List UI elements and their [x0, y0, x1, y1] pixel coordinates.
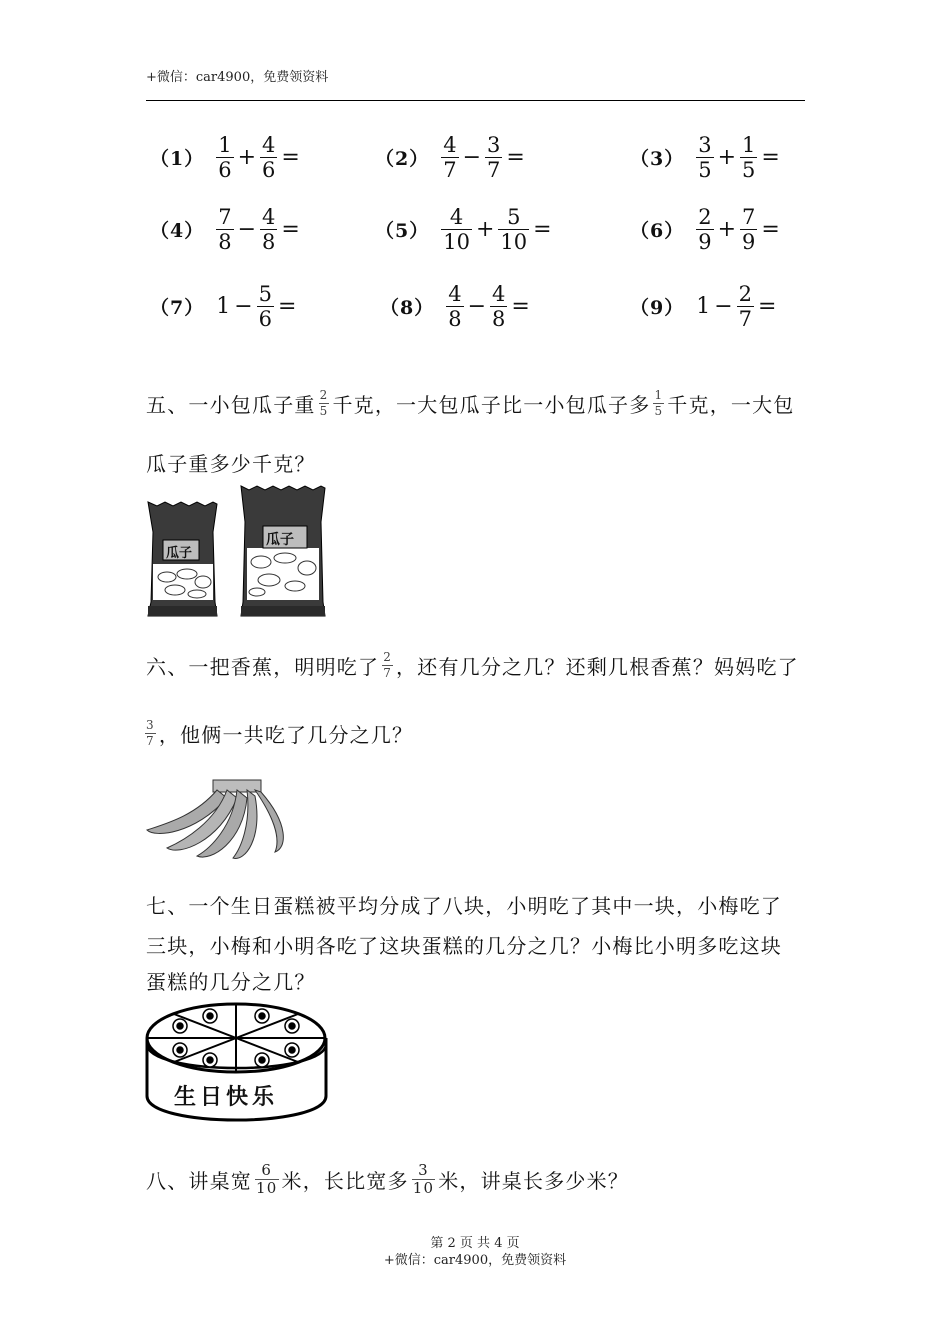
fraction-a: $\frac{1}{6}$: [218, 133, 232, 182]
fraction-a: $\frac{4}{10}$: [443, 205, 470, 254]
q8-fraction-2: 3 10: [412, 1161, 435, 1197]
fraction-b: $\frac{3}{7}$: [487, 133, 501, 182]
fraction-b: $\frac{4}{6}$: [262, 133, 276, 182]
equals-sign: =: [506, 145, 525, 170]
operator: +: [237, 145, 257, 170]
problem-label: （4）: [150, 220, 205, 242]
q7-line3: 蛋糕的几分之几？: [146, 970, 316, 994]
problem-5: [375, 205, 554, 254]
q6-text-part2: ，还有几分之几？还剩几根香蕉？妈妈吃了: [396, 655, 799, 679]
operator: +: [717, 217, 737, 242]
fraction-b: $\frac{5}{10}$: [500, 205, 528, 254]
problem-label: （9）: [630, 297, 685, 319]
q5-line2: 瓜子重多少千克？: [146, 452, 316, 476]
equals-sign: =: [761, 217, 780, 242]
q5-line1: [146, 388, 795, 419]
q8-text-part2: 米，长比宽多: [281, 1169, 409, 1193]
banana-bunch-illustration: [145, 776, 305, 866]
q7-line1: 七、一个生日蛋糕被平均分成了八块，小明吃了其中一块，小梅吃了: [146, 894, 782, 918]
operator: −: [462, 145, 482, 170]
problem-3: [630, 133, 782, 182]
fraction-b: $\frac{7}{9}$: [742, 205, 756, 254]
fraction-a: $\frac{4}{7}$: [443, 133, 457, 182]
equals-sign: =: [761, 145, 780, 170]
problem-1: [150, 133, 302, 182]
fraction-b: $\frac{2}{7}$: [738, 282, 753, 331]
cake-text: 生日快乐: [174, 1085, 279, 1110]
small-bag-label: 瓜子: [166, 546, 193, 561]
problem-label: （5）: [375, 220, 430, 242]
problem-9: [630, 282, 778, 331]
equals-sign: =: [278, 294, 297, 319]
q5-text-part2: 千克，一大包瓜子比一小包瓜子多: [332, 393, 651, 417]
q6-text-part3: ，他俩一共吃了几分之几？: [158, 723, 414, 747]
q6-fraction-2: 3 7: [146, 718, 155, 748]
fraction-b: $\frac{4}{8}$: [262, 205, 276, 254]
operator: −: [237, 217, 257, 242]
fraction-a: $\frac{7}{8}$: [218, 205, 232, 254]
q7-line2: 三块，小梅和小明各吃了这块蛋糕的几分之几？小梅比小明多吃这块: [146, 934, 782, 958]
fraction-b: $\frac{4}{8}$: [492, 282, 506, 331]
equals-sign: =: [758, 294, 777, 319]
operator: −: [714, 294, 733, 319]
problem-label: （1）: [150, 148, 205, 170]
q6-fraction-1: 2 7: [383, 650, 393, 680]
q6-line2: [142, 718, 413, 749]
problem-label: （8）: [380, 297, 435, 319]
problem-6: [630, 205, 782, 254]
problem-2: [375, 133, 527, 182]
problem-8: [380, 282, 532, 331]
footer-wechat-text: +微信：car4900，免费领资料: [383, 1253, 567, 1268]
fraction-b: $\frac{5}{6}$: [258, 282, 273, 331]
q5-text-part1: 五、一小包瓜子重: [146, 393, 316, 417]
footer-page-number: 第 2 页 共 4 页: [430, 1236, 520, 1251]
fraction-a: $\frac{4}{8}$: [448, 282, 462, 331]
fraction-b: $\frac{1}{5}$: [742, 133, 756, 182]
fraction-a: $\frac{3}{5}$: [698, 133, 712, 182]
q6-line1: [146, 650, 799, 681]
problem-label: （7）: [150, 297, 205, 319]
q6-text-part1: 六、一把香蕉，明明吃了: [146, 655, 380, 679]
equals-sign: =: [281, 217, 300, 242]
problem-label: （2）: [375, 148, 430, 170]
large-seed-bag: [241, 486, 325, 616]
header-rule: [146, 100, 805, 101]
problem-label: （6）: [630, 220, 685, 242]
operator: −: [234, 294, 253, 319]
q5-fraction-2: 1 5: [654, 388, 664, 418]
problem-4: [150, 205, 302, 254]
q5-text-part3: 千克，一大包: [667, 393, 795, 417]
q8-line: [146, 1162, 629, 1197]
problem-label: （3）: [630, 148, 685, 170]
header-wechat-text: +微信：car4900，免费领资料: [146, 70, 329, 85]
whole-number: 1: [696, 294, 711, 319]
problem-7: [150, 282, 298, 331]
operator: +: [475, 217, 495, 242]
whole-number: 1: [216, 294, 231, 319]
equals-sign: =: [281, 145, 300, 170]
operator: −: [467, 294, 487, 319]
large-bag-label: 瓜子: [266, 532, 294, 548]
q8-text-part1: 八、讲桌宽: [146, 1169, 252, 1193]
operator: +: [717, 145, 737, 170]
equals-sign: =: [511, 294, 530, 319]
q8-fraction-1: 6 10: [256, 1161, 278, 1197]
equals-sign: =: [533, 217, 552, 242]
q5-fraction-1: 2 5: [319, 388, 329, 418]
q8-text-part3: 米，讲桌长多少米？: [438, 1169, 630, 1193]
fraction-a: $\frac{2}{9}$: [698, 205, 712, 254]
